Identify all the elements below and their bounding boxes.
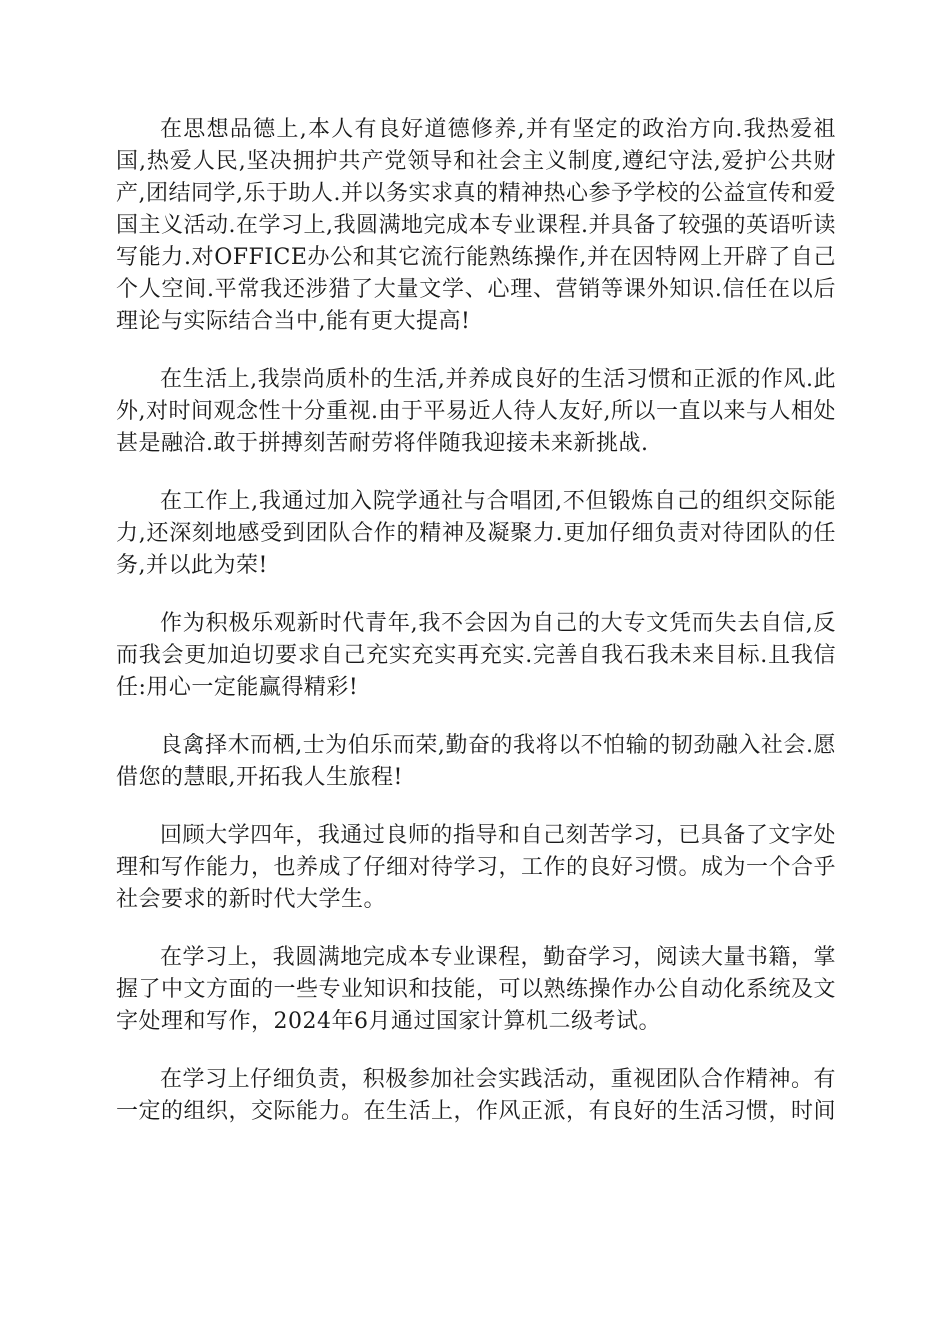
paragraph-confidence: 作为积极乐观新时代青年,我不会因为自己的大专文凭而失去自信,反而我会更加迫切要求自己充实充实再充实.完善自我石我未来目标.且我信任:用心一定能赢得精彩!: [116, 611, 836, 700]
paragraph-ideology: 在思想品德上,本人有良好道德修养,并有坚定的政治方向.我热爱祖国,热爱人民,坚决拥护共产党领导和社会主义制度,遵纪守法,爱护公共财产,团结同学,乐于助人.并以务实求真的精神热心参予学校的公益宣传和爱国主义活动.在学习上,我圆满地完成本专业课程.并具备了较强的英语听读写能力.对OFFICE办公和其它流行能熟练操作,并在因特网上开辟了自己个人空间.平常我还涉猎了大量文学、心理、营销等课外知识.信任在以后理论与实际结合当中,能有更大提高!: [116, 117, 836, 334]
paragraph-teamwork: 在学习上仔细负责，积极参加社会实践活动，重视团队合作精神。有一定的组织，交际能力。在生活上，作风正派，有良好的生活习惯，时间: [116, 1067, 837, 1124]
document-body: [116, 114, 836, 1128]
paragraph-life: 在生活上,我崇尚质朴的生活,并养成良好的生活习惯和正派的作风.此外,对时间观念性十分重视.由于平易近人待人友好,所以一直以来与人相处甚是融洽.敢于拼搏刻苦耐劳将伴随我迎接未来新挑战.: [116, 367, 836, 456]
paragraph-study: 在学习上，我圆满地完成本专业课程，勤奋学习，阅读大量书籍，掌握了中文方面的一些专业知识和技能，可以熟练操作办公自动化系统及文字处理和写作，2024年6月通过国家计算机二级考试。: [116, 945, 837, 1034]
paragraph-work: 在工作上,我通过加入院学通社与合唱团,不但锻炼自己的组织交际能力,还深刻地感受到团队合作的精神及凝聚力.更加仔细负责对待团队的任务,并以此为荣!: [116, 489, 836, 578]
paragraph-review: 回顾大学四年，我通过良师的指导和自己刻苦学习，已具备了文字处理和写作能力，也养成了仔细对待学习，工作的良好习惯。成为一个合乎社会要求的新时代大学生。: [116, 823, 837, 912]
paragraph-closing: 良禽择木而栖,士为伯乐而荣,勤奋的我将以不怕输的韧劲融入社会.愿借您的慧眼,开拓我人生旅程!: [116, 733, 836, 790]
